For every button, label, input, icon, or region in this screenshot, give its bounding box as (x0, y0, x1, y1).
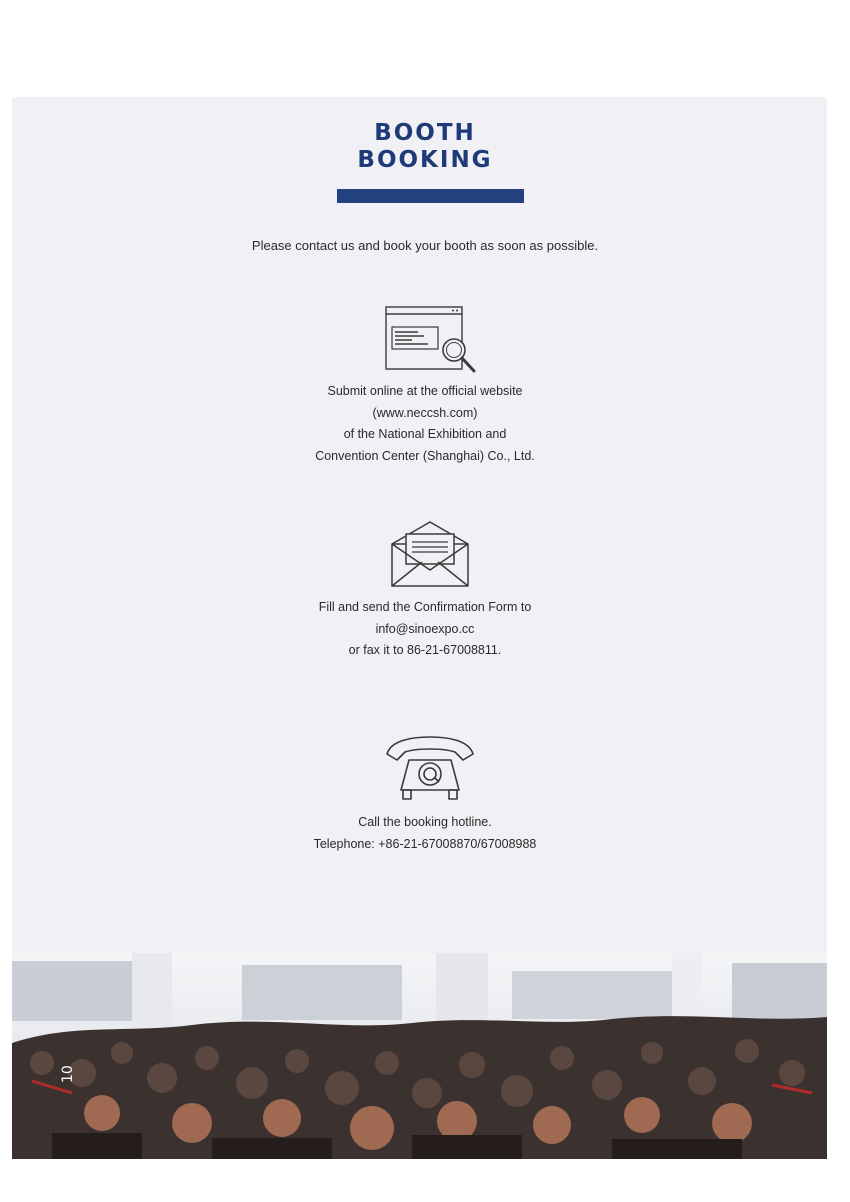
option-email-text (0, 597, 850, 662)
crowd-photo (12, 953, 827, 1159)
option-online-line-4: Convention Center (Shanghai) Co., Ltd. (315, 448, 535, 463)
option-online-line-2: (www.neccsh.com) (372, 405, 478, 420)
option-online-line-1: Submit online at the official website (327, 384, 523, 398)
option-phone-text (0, 812, 850, 855)
option-online-line-3: of the National Exhibition and (343, 427, 507, 441)
option-email-line-1: Fill and send the Confirmation Form to (318, 600, 532, 614)
option-email-line-3: or fax it to 86-21-67008811. (348, 643, 502, 657)
title-underline-bar (337, 189, 524, 203)
option-phone-line-1: Call the booking hotline. (358, 815, 492, 829)
envelope-letter-icon (390, 520, 470, 590)
option-phone-line-2: Telephone: +86-21-67008870/67008988 (313, 836, 537, 851)
page-number-label: 10 (60, 1065, 76, 1083)
browser-search-icon (384, 305, 476, 375)
telephone-icon (383, 736, 477, 804)
intro-text: Please contact us and book your booth as soon as possible. (251, 238, 599, 253)
option-email-line-2: info@sinoexpo.cc (375, 621, 475, 636)
title-line-2: BOOKING (357, 147, 493, 173)
option-online-text (0, 381, 850, 467)
title-line-1: BOOTH (374, 120, 476, 146)
